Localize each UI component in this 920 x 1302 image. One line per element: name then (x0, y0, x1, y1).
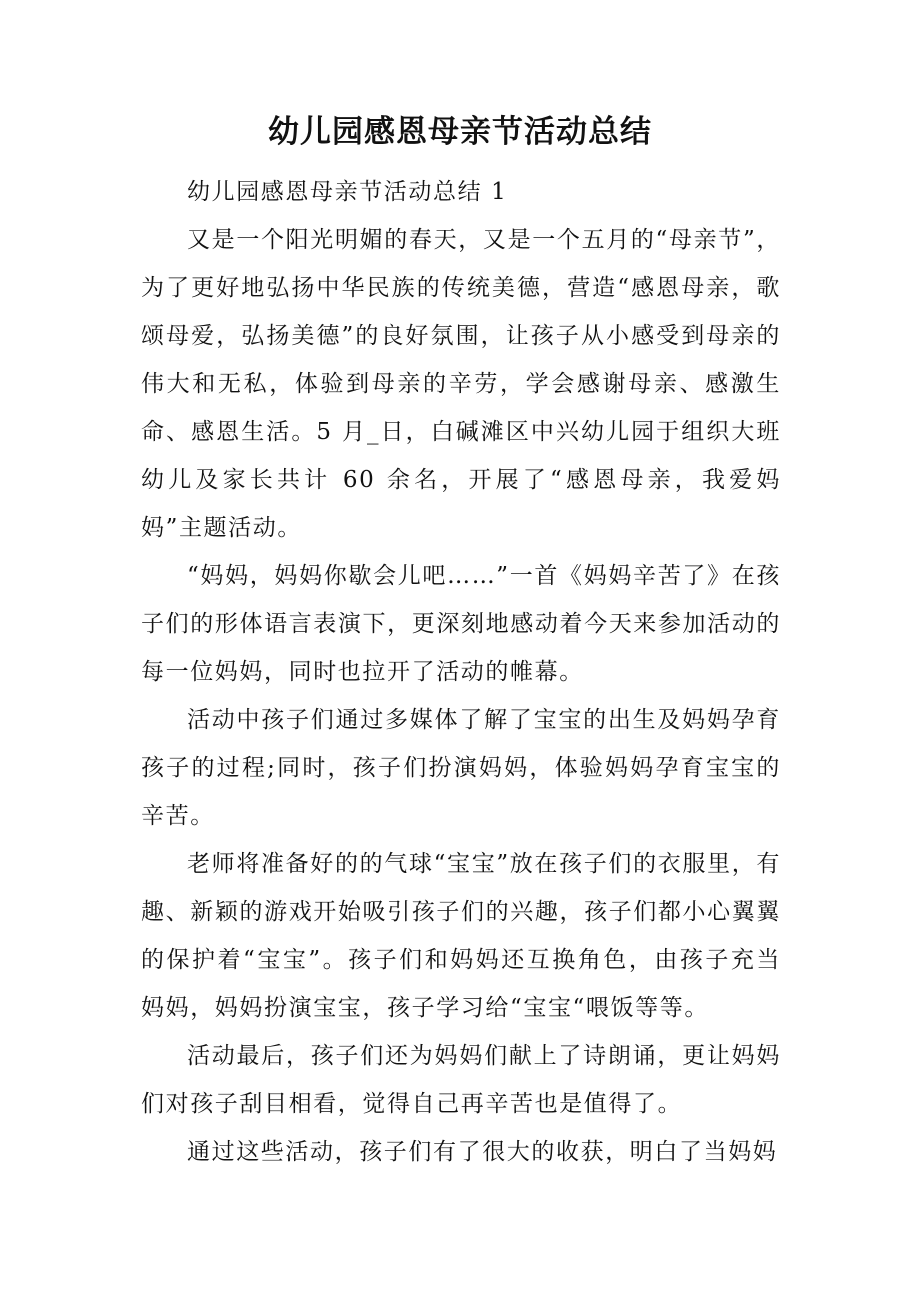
document-body (141, 168, 781, 1176)
paragraph-conclusion: 通过这些活动，孩子们有了很大的收获，明白了当妈妈 (187, 1139, 778, 1165)
paragraph-intro: 又是一个阳光明媚的春天，又是一个五月的“母亲节”，为了更好地弘扬中华民族的传统美德，营造“感恩母亲，歌颂母爱，弘扬美德”的良好氛围，让孩子从小感受到母亲的伟大和无私，体验到母亲的辛劳，学会感谢母亲、感激生命、感恩生活。5 月_日，白碱滩区中兴幼儿园于组织大班幼儿及家长共计 60 余名，开展了“感恩母亲，我爱妈妈”主题活动。 (141, 227, 781, 541)
paragraph-balloon-game: 老师将准备好的的气球“宝宝”放在孩子们的衣服里，有趣、新颖的游戏开始吸引孩子们的兴趣，孩子们都小心翼翼的保护着“宝宝”。孩子们和妈妈还互换角色，由孩子充当妈妈，妈妈扮演宝宝，孩子学习给“宝宝“喂饭等等。 (141, 851, 781, 1021)
document-title: 幼儿园感恩母亲节活动总结 (268, 114, 652, 150)
paragraph-poem: 活动最后，孩子们还为妈妈们献上了诗朗诵，更让妈妈们对孩子刮目相看，觉得自己再辛苦也是值得了。 (141, 1043, 781, 1117)
section-heading: 幼儿园感恩母亲节活动总结 1 (187, 179, 508, 205)
paragraph-multimedia: 活动中孩子们通过多媒体了解了宝宝的出生及妈妈孕育孩子的过程;同时，孩子们扮演妈妈，体验妈妈孕育宝宝的辛苦。 (141, 707, 781, 829)
paragraph-song: “妈妈，妈妈你歇会儿吧……”一首《妈妈辛苦了》在孩子们的形体语言表演下，更深刻地感动着今天来参加活动的每一位妈妈，同时也拉开了活动的帷幕。 (141, 563, 781, 685)
